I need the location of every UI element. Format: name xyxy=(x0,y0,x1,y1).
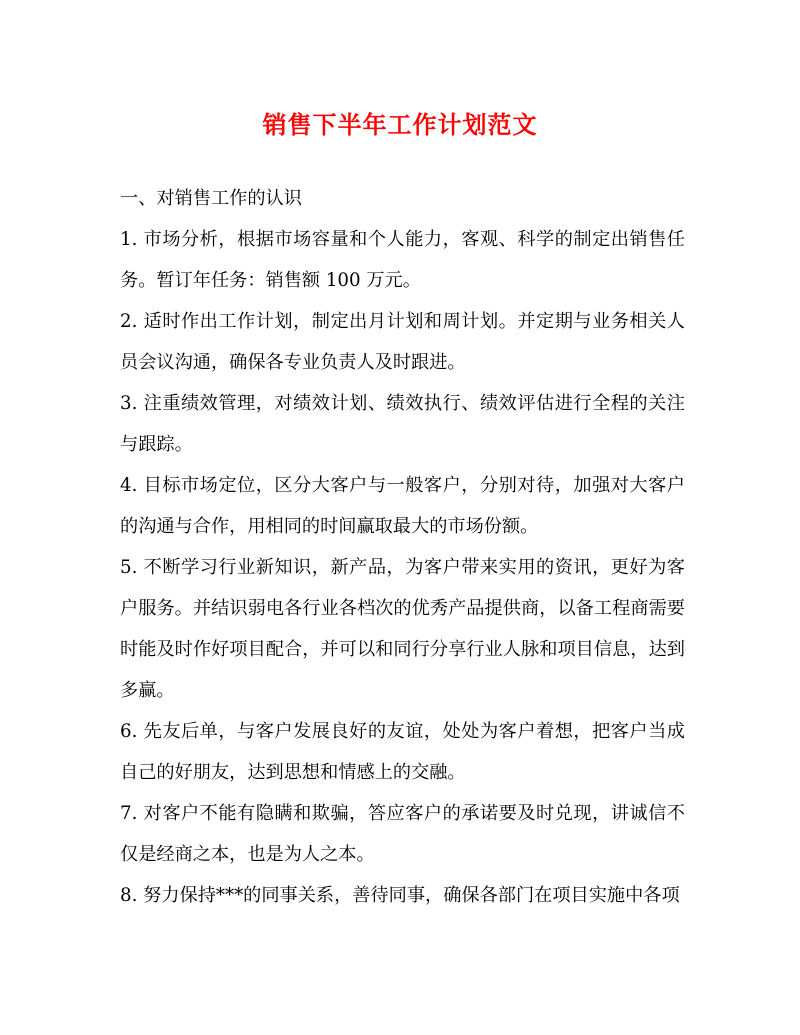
paragraph-2: 2. 适时作出工作计划，制定出月计划和周计划。并定期与业务相关人员会议沟通，确保各专业负责人及时跟进。 xyxy=(120,311,685,373)
paragraph-3: 3. 注重绩效管理，对绩效计划、绩效执行、绩效评估进行全程的关注与跟踪。 xyxy=(120,393,685,455)
paragraph-4: 4. 目标市场定位，区分大客户与一般客户，分别对待，加强对大客户的沟通与合作，用相同的时间赢取最大的市场份额。 xyxy=(120,475,685,537)
paragraph-8: 8. 努力保持***的同事关系，善待同事，确保各部门在项目实施中各项 xyxy=(120,885,680,906)
paragraph-7: 7. 对客户不能有隐瞒和欺骗，答应客户的承诺要及时兑现，讲诚信不仅是经商之本，也是为人之本。 xyxy=(120,803,685,865)
section-heading: 一、对销售工作的认识 xyxy=(120,188,302,209)
document-title: 销售下半年工作计划范文 xyxy=(262,110,538,139)
paragraph-1: 1. 市场分析，根据市场容量和个人能力，客观、科学的制定出销售任务。暂订年任务：销售额 100 万元。 xyxy=(120,229,685,291)
paragraph-6: 6. 先友后单，与客户发展良好的友谊，处处为客户着想，把客户当成自己的好朋友，达到思想和情感上的交融。 xyxy=(120,721,685,783)
document-body xyxy=(120,178,685,916)
paragraph-5: 5. 不断学习行业新知识，新产品，为客户带来实用的资讯，更好为客户服务。并结识弱电各行业各档次的优秀产品提供商，以备工程商需要时能及时作好项目配合，并可以和同行分享行业人脉和项目信息，达到多赢。 xyxy=(120,557,685,701)
